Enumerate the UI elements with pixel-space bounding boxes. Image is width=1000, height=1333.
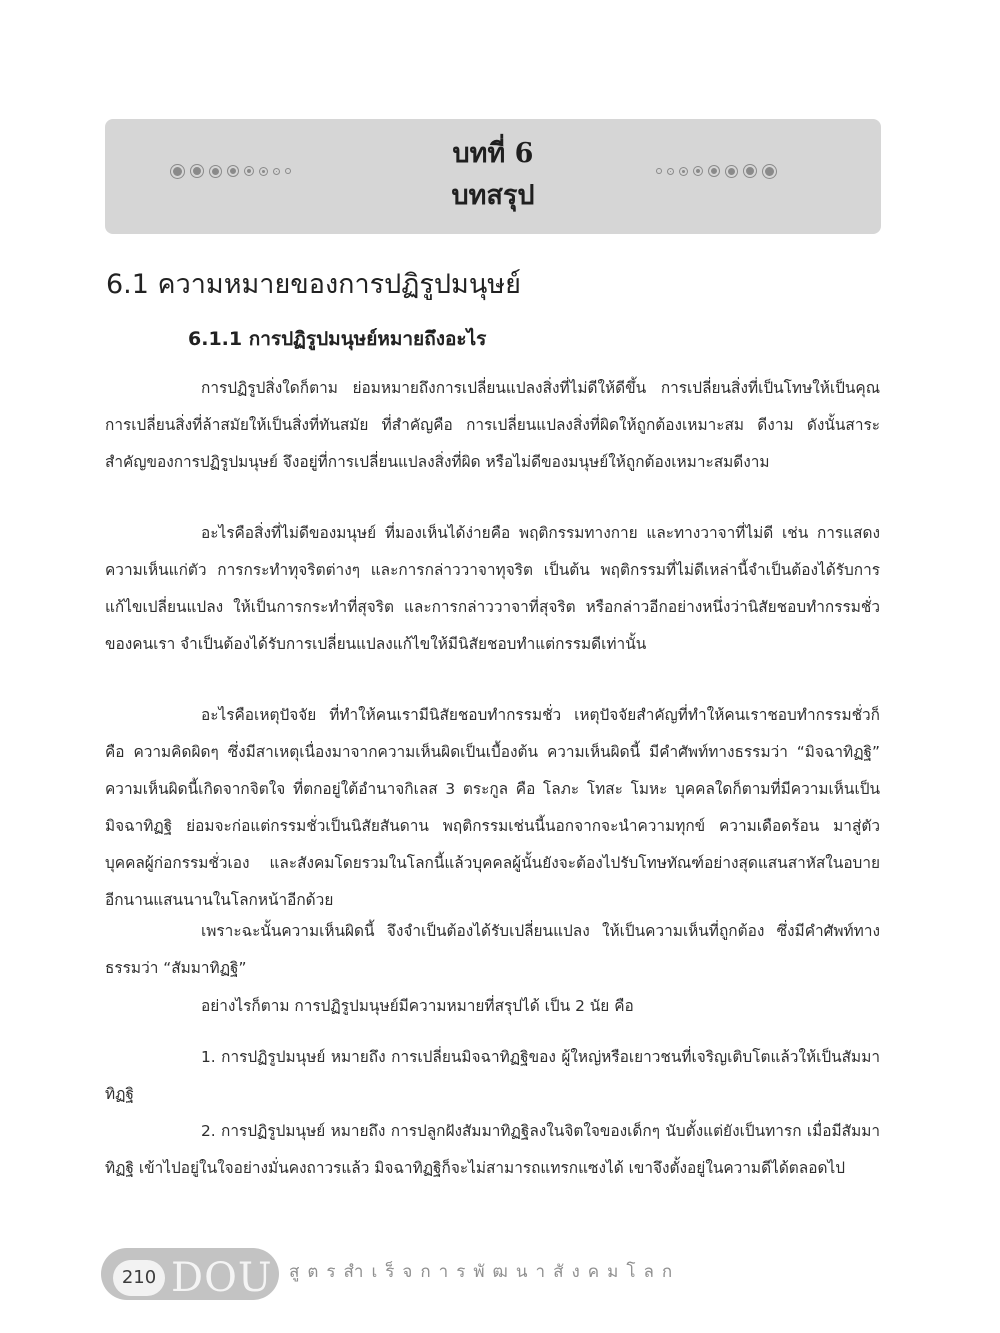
footer-pill: [101, 1248, 279, 1300]
list-item-1: [105, 1039, 880, 1113]
paragraph-1: [105, 370, 880, 481]
paragraph-text: การปฏิรูปสิ่งใดก็ตาม ย่อมหมายถึงการเปลี่ยนแปลงสิ่งที่ไม่ดีให้ดีขึ้น การเปลี่ยนสิ่งที่เป็นโทษให้เป็นคุณ การเปลี่ยนสิ่งที่ล้าสมัยให้เป็นสิ่งที่ทันสมัย ที่สำคัญคือ การเปลี่ยนแปลงสิ่งที่ผิดให้ถูกต้องเหมาะสม ดีงาม ดังนั้นสาระสำคัญของการปฏิรูปมนุษย์ จึงอยู่ที่การเปลี่ยนแปลงสิ่งที่ผิด หรือไม่ดีของมนุษย์ให้ถูกต้องเหมาะสมดีงาม: [105, 379, 880, 471]
paragraph-text: เพราะฉะนั้นความเห็นผิดนี้ จึงจำเป็นต้องได้รับเปลี่ยนแปลง ให้เป็นความเห็นที่ถูกต้อง ซึ่งมีคำศัพท์ทางธรรมว่า “สัมมาทิฏฐิ”: [105, 922, 880, 977]
chapter-number: บทที่ 6: [452, 138, 534, 169]
page-number: 210: [113, 1260, 165, 1296]
brand-logo: DOU: [171, 1255, 273, 1301]
decorative-dots-right: [657, 160, 783, 182]
paragraph-text: อย่างไรก็ตาม การปฏิรูปมนุษย์มีความหมายที่สรุปได้ เป็น 2 นัย คือ: [201, 997, 634, 1015]
list-item-text: 2. การปฏิรูปมนุษย์ หมายถึง การปลูกฝังสัมมาทิฏฐิลงในจิตใจของเด็กๆ นับตั้งแต่ยังเป็นทารก เมื่อมีสัมมาทิฏฐิ เข้าไปอยู่ในใจอย่างมั่นคงถาวรแล้ว มิจฉาทิฏฐิก็จะไม่สามารถแทรกแซงได้ เขาจึงตั้งอยู่ในความดีได้ตลอดไป: [105, 1122, 880, 1177]
book-title: สูตรสำเร็จการพัฒนาสังคมโลก: [289, 1262, 681, 1282]
paragraph-5: [105, 988, 880, 1025]
paragraph-text: อะไรคือเหตุปัจจัย ที่ทำให้คนเรามีนิสัยชอบทำกรรมชั่ว เหตุปัจจัยสำคัญที่ทำให้คนเราชอบทำกรรมชั่วก็คือ ความคิดผิดๆ ซึ่งมีสาเหตุเนื่องมาจากความเห็นผิดเป็นเบื้องต้น ความเห็นผิดนี้ มีคำศัพท์ทางธรรมว่า “มิจฉาทิฏฐิ” ความเห็นผิดนี้เกิดจากจิตใจ ที่ตกอยู่ใต้อำนาจกิเลส 3 ตระกูล คือ โลภะ โทสะ โมหะ บุคคลใดก็ตามที่มีความเห็นเป็นมิจฉาทิฏฐิ ย่อมจะก่อแต่กรรมชั่วเป็นนิสัยสันดาน พฤติกรรมเช่นนี้นอกจากจะนำความทุกข์ ความเดือดร้อน มาสู่ตัวบุคคลผู้ก่อกรรมชั่วเอง และสังคมโดยรวมในโลกนี้แล้วบุคคลผู้นั้นยังจะต้องไปรับโทษทัณฑ์อย่างสุดแสนสาหัสในอบายอีกนานแสนนานในโลกหน้าอีกด้วย: [105, 706, 880, 909]
list-item-text: 1. การปฏิรูปมนุษย์ หมายถึง การเปลี่ยนมิจฉาทิฏฐิของ ผู้ใหญ่หรือเยาวชนที่เจริญเติบโตแล้วให้เป็นสัมมาทิฏฐิ: [105, 1048, 880, 1103]
list-item-2: [105, 1113, 880, 1187]
paragraph-2: [105, 515, 880, 663]
paragraph-4: [105, 913, 880, 987]
chapter-name: บทสรุป: [451, 180, 535, 211]
paragraph-3: [105, 697, 880, 919]
section-heading: 6.1 ความหมายของการปฏิรูปมนุษย์: [106, 269, 521, 300]
subsection-heading: 6.1.1 การปฏิรูปมนุษย์หมายถึงอะไร: [188, 328, 487, 350]
chapter-banner: [105, 119, 881, 234]
paragraph-text: อะไรคือสิ่งที่ไม่ดีของมนุษย์ ที่มองเห็นได้ง่ายคือ พฤติกรรมทางกาย และทางวาจาที่ไม่ดี เช่น การแสดงความเห็นแก่ตัว การกระทำทุจริตต่างๆ และการกล่าววาจาทุจริต เป็นต้น พฤติกรรมที่ไม่ดีเหล่านี้จำเป็นต้องได้รับการแก้ไขเปลี่ยนแปลง ให้เป็นการกระทำที่สุจริต และการกล่าววาจาที่สุจริต หรือกล่าวอีกอย่างหนึ่งว่านิสัยชอบทำกรรมชั่วของคนเรา จำเป็นต้องได้รับการเปลี่ยนแปลงแก้ไขให้มีนิสัยชอบทำแต่กรรมดีเท่านั้น: [105, 524, 880, 653]
